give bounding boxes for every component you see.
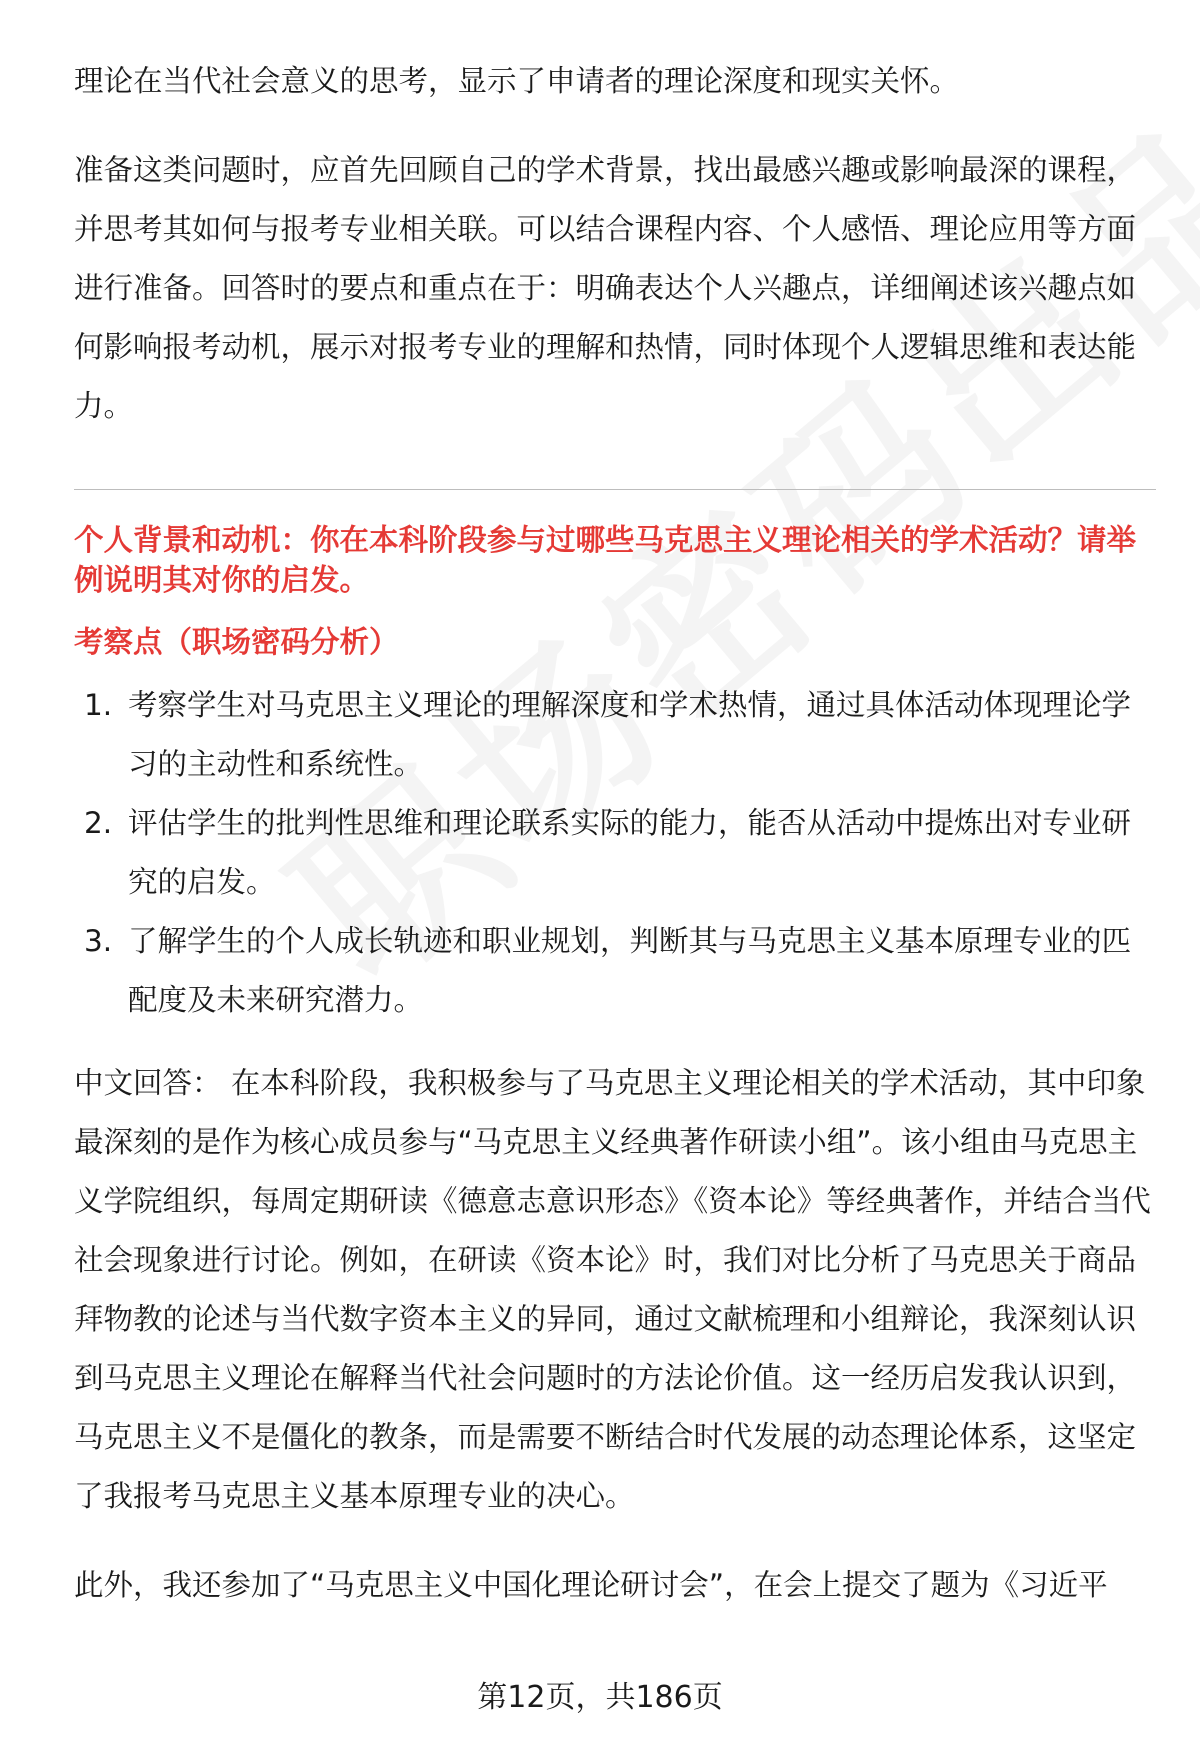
page-number-footer: 第12页，共186页	[477, 1680, 723, 1715]
list-item-text: 了解学生的个人成长轨迹和职业规划，判断其与马克思主义基本原理专业的匹配度及未来研究潜力。	[128, 924, 1132, 1017]
assessment-points-list	[74, 676, 1156, 1030]
list-item-number: 2.	[84, 806, 113, 840]
assessment-subtitle: 考察点（职场密码分析）	[74, 625, 399, 659]
list-item-number: 1.	[84, 688, 113, 722]
intro-preparation-paragraph: 准备这类问题时，应首先回顾自己的学术背景，找出最感兴趣或影响最深的课程，并思考其如何与报考专业相关联。可以结合课程内容、个人感悟、理论应用等方面进行准备。回答时的要点和重点在于：明确表达个人兴趣点，详细阐述该兴趣点如何影响报考动机，展示对报考专业的理解和热情，同时体现个人逻辑思维和表达能力。	[74, 153, 1137, 423]
list-item-number: 3.	[84, 924, 113, 958]
question-title: 个人背景和动机：你在本科阶段参与过哪些马克思主义理论相关的学术活动？请举例说明其对你的启发。	[74, 523, 1137, 597]
list-item-text: 评估学生的批判性思维和理论联系实际的能力，能否从活动中提炼出对专业研究的启发。	[128, 806, 1132, 899]
chinese-answer-paragraph: 中文回答： 在本科阶段，我积极参与了马克思主义理论相关的学术活动，其中印象最深刻的是作为核心成员参与“马克思主义经典著作研读小组”。该小组由马克思主义学院组织，每周定期研读《德意志意识形态》《资本论》等经典著作，并结合当代社会现象进行讨论。例如，在研读《资本论》时，我们对比分析了马克思关于商品拜物教的论述与当代数字资本主义的异同，通过文献梳理和小组辩论，我深刻认识到马克思主义理论在解释当代社会问题时的方法论价值。这一经历启发我认识到，马克思主义不是僵化的教条，而是需要不断结合时代发展的动态理论体系，这坚定了我报考马克思主义基本原理专业的决心。	[74, 1066, 1151, 1513]
intro-continuation: 理论在当代社会意义的思考，显示了申请者的理论深度和现实关怀。	[74, 64, 960, 98]
list-item	[74, 794, 1156, 912]
next-paragraph: 此外，我还参加了“马克思主义中国化理论研讨会”，在会上提交了题为《习近平	[74, 1568, 1108, 1602]
section-divider	[74, 489, 1156, 490]
list-item	[74, 912, 1156, 1030]
list-item	[74, 676, 1156, 794]
document-page	[74, 52, 1156, 1615]
list-item-text: 考察学生对马克思主义理论的理解深度和学术热情，通过具体活动体现理论学习的主动性和系统性。	[128, 688, 1132, 781]
